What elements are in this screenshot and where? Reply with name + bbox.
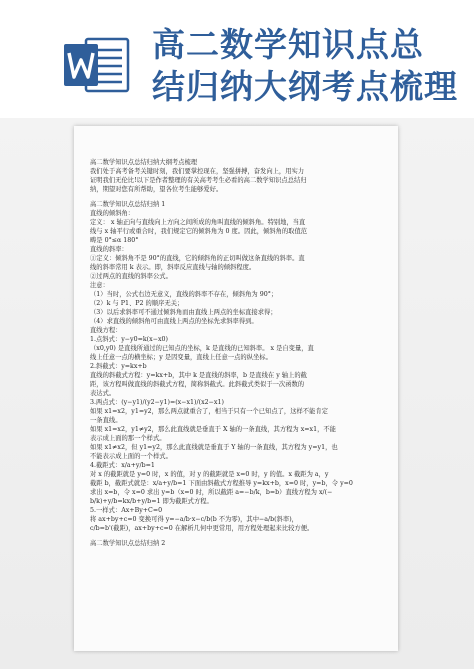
document-line: 高二数学知识点总结归纳大纲考点梳理 [90,159,198,166]
document-line: 证明我们无伦比!以下是作者整理的有关高考考生必看的高二数学知识点总结归 [90,177,307,184]
document-line: 线与 x 轴平行或重合时，我们规定它的倾斜角为 0 度。因此，倾斜角的取值范 [90,228,308,235]
document-line: 直线的斜截式方程：y=kx+b，其中 k 是直线的斜率，b 是直线在 y 轴上的截 [90,372,307,379]
document-line: 如果 x1=x2，y1=y2，那么两点就重合了，相当于只有一个已知点了，这样不能肯定 [90,408,328,415]
document-body [90,158,384,548]
document-line: （3）以后求斜率可不通过倾斜角而由直线上两点的坐标直接求得； [90,309,277,316]
document-line: 3.两点式：(y−y1)/(y2−y1)=(x−x1)/(x2−x1) [90,399,224,406]
document-line: b/k)+y/b=kx/b+y/b=1 即为截距式方程。 [90,498,213,505]
header-banner [0,0,474,118]
page-title-line-1: 高二数学知识点总 [152,25,424,64]
document-line: 直线方程： [90,327,122,334]
document-line: 纳，期望对您有所帮助，望各位考生能够爱好。 [90,186,223,193]
page-title-line-2: 结归纳大纲考点梳理 [152,67,458,106]
document-line: （x0,y0) 是直线所通过的已知点的坐标，k 是直线的已知斜率。 x 是自变量，直 [90,345,314,352]
document-line: 如果 x1=x2，y1≠y2，那么此直线就是垂直于 X 轴的一条直线，其方程为 x=x1，不能 [90,426,336,433]
document-line: c/b=b'(截距)，ax+by+c=0 在解析几何中更常用，用方程处理起来比较方便。 [90,525,314,532]
word-document-icon [64,36,130,94]
document-line: 线的斜率常用 k 表示。即，斜率反应直线与轴的倾斜程度。 [90,264,256,271]
document-line: 直线的倾斜角： [90,210,135,217]
document-page [74,126,398,651]
document-line: 表达式。 [90,390,116,397]
document-line: 对 x 的截距就是 y=0 时，x 的值，对 y 的截距就是 x=0 时，y 的值。x 截距为 a，y [90,471,329,478]
document-line: ①定义：倾斜角不是 90°的直线，它的倾斜角的正切叫做这条直线的斜率。直 [90,255,305,262]
document-line: 如果 x1≠x2，但 y1=y2，那么此直线就是垂直于 Y 轴的一条直线，其方程为 y=y1，也 [90,444,338,451]
document-line: 高二数学知识点总结归纳 2 [90,540,166,547]
document-line: 畴是 0°≤α 180° [90,237,139,244]
document-line: ②过两点的直线的斜率公式。 [90,273,172,280]
document-line: 定义： x 轴正向与直线向上方向之间所成的角叫直线的倾斜角。特别地，当直 [90,219,306,226]
document-line: 我们处于高考备考关键时刻，我们要掌控现在，坚强拼搏，奋发向上，用实力 [90,168,305,175]
document-line: 1.点斜式：y−y0=k(x−x0) [90,336,168,343]
document-line: 线上任意一点的横坐标；y 是因变量，直线上任意一点的纵坐标。 [90,354,272,361]
document-line: （4）求直线的倾斜角可由直线上两点的坐标先求斜率得到。 [90,318,258,325]
document-line: 4.截距式：x/a+y/b=1 [90,462,155,469]
document-line: 注意： [90,282,109,289]
document-line: 2.斜截式：y=kx+b [90,363,147,370]
document-line: 表示成上面的那一个样式。 [90,435,166,442]
document-line: 截距 b，截距式就是：x/a+y/b=1 下面由斜截式方程推导 y=kx+b，x=0 时，y=b，令 y=0 [90,480,353,487]
document-line: 直线的斜率： [90,246,128,253]
document-line: 一条直线。 [90,417,122,424]
document-line: 距，该方程叫做直线的斜截式方程，简称斜截式。此斜截式类似于一次函数的 [90,381,305,388]
document-line: （2）k 与 P1、P2 的顺序无关； [90,300,184,307]
document-line: 高二数学知识点总结归纳 1 [90,201,166,208]
document-line: （1）当时，公式右边无意义，直线的斜率不存在，倾斜角为 90°； [90,291,278,298]
document-line: 不能表示成上面的一个样式。 [90,453,172,460]
document-line: 5.一样式：Ax+By+C=0 [90,507,163,514]
document-line: 将 ax+by+c=0 变换可得 y=−a/b·x−c/b(b 不为零)，其中−a/b(斜率)， [90,516,298,523]
document-line: 求出 x=b，令 x=0 求出 y=b（x=0 时，所以截距 a=−b/k，b=b）直线方程为 x/(− [90,489,333,496]
